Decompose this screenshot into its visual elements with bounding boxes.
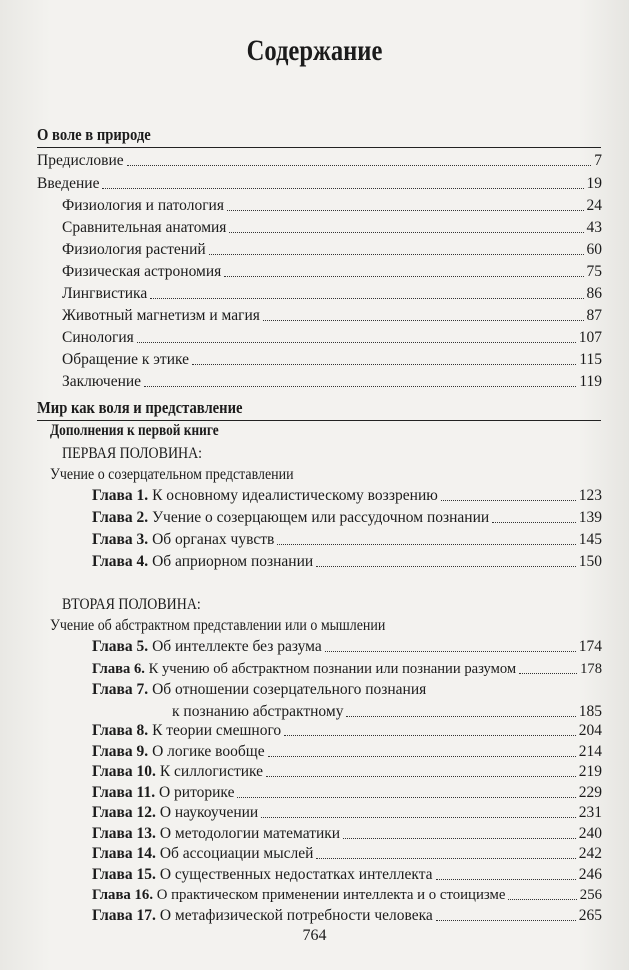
chapter-entry — [172, 703, 602, 721]
chapter-label — [92, 845, 313, 863]
toc-entry-page: 87 — [586, 307, 602, 324]
chapter-entry — [92, 553, 602, 571]
chapter-title: О практическом применении интеллекта и о стоицизме — [156, 887, 506, 903]
chapter-entry — [92, 804, 602, 822]
chapter-label — [92, 660, 516, 678]
leader-dots — [263, 319, 584, 321]
chapter-number: Глава 6. — [92, 661, 145, 677]
chapter-number: Глава 7. — [92, 681, 149, 698]
chapter-number: Глава 9. — [92, 742, 149, 760]
toc-entry — [37, 175, 602, 193]
chapter-title: О метафизической потребности человека — [159, 906, 433, 924]
leader-dots — [227, 209, 584, 211]
chapter-entry — [92, 866, 602, 884]
leader-dots — [316, 565, 576, 567]
toc-entry-page: 119 — [579, 373, 602, 390]
chapter-entry — [92, 743, 602, 761]
chapter-label — [92, 553, 313, 571]
page-title: Содержание — [246, 34, 383, 67]
leader-dots — [346, 715, 575, 717]
chapter-page: 145 — [578, 531, 602, 548]
chapter-number: Глава 2. — [92, 509, 149, 526]
leader-dots — [150, 297, 583, 299]
toc-entry-label: Животный магнетизм и магия — [62, 307, 260, 324]
leader-dots — [102, 187, 583, 189]
leader-dots — [192, 363, 576, 365]
chapter-page: 178 — [580, 661, 602, 677]
leader-dots — [343, 837, 576, 839]
chapter-label — [92, 638, 322, 656]
toc-entry-page: 7 — [594, 152, 602, 169]
chapter-page: 265 — [578, 906, 602, 924]
toc-entry — [37, 152, 602, 170]
part2-subheading: Дополнения к первой книге — [50, 422, 219, 439]
chapter-number: Глава 10. — [92, 763, 156, 780]
half1-topic: Учение о созерцательном представлении — [50, 466, 294, 483]
leader-dots — [284, 734, 576, 736]
toc-entry-label: Физиология и патология — [62, 197, 224, 214]
chapter-label — [92, 487, 438, 505]
chapter-label — [92, 866, 433, 884]
chapter-number: Глава 5. — [92, 638, 149, 655]
toc-entry-page: 75 — [586, 263, 602, 280]
chapter-title: Об органах чувств — [152, 531, 275, 548]
chapter-entry — [92, 845, 602, 863]
chapter-page: 242 — [578, 845, 602, 862]
chapter-page: 185 — [578, 703, 602, 720]
leader-dots — [508, 898, 576, 900]
toc-entry — [62, 263, 602, 281]
half1-label: ПЕРВАЯ ПОЛОВИНА: — [62, 445, 203, 462]
chapter-page: 150 — [578, 553, 602, 570]
toc-entry-label — [37, 197, 41, 215]
chapter-title: О риторике — [158, 783, 235, 801]
leader-dots — [436, 919, 576, 921]
toc-entry-page: 60 — [586, 241, 602, 258]
chapter-label — [92, 722, 281, 740]
leader-dots — [229, 231, 583, 233]
toc-entry — [62, 219, 602, 237]
leader-dots — [492, 521, 576, 523]
toc-entry — [62, 307, 602, 325]
chapter-title: О логике вообще — [152, 742, 265, 760]
leader-dots — [436, 878, 576, 880]
chapter-page: 174 — [578, 638, 602, 655]
toc-entry — [62, 197, 602, 215]
toc-entry-label: Физиология растений — [62, 241, 206, 258]
chapter-entry — [92, 907, 602, 925]
leader-dots — [266, 775, 576, 777]
half2-label: ВТОРАЯ ПОЛОВИНА: — [62, 596, 201, 613]
chapter-title: К учению об абстрактном познании или познании разумом — [148, 661, 517, 677]
toc-entry — [62, 351, 602, 369]
chapter-title: Об ассоциации мыслей — [159, 845, 314, 862]
chapter-label — [92, 743, 265, 761]
toc-entry — [62, 241, 602, 259]
chapter-page: 231 — [578, 804, 602, 821]
chapter-number: Глава 17. — [92, 906, 156, 924]
chapter-entry — [92, 763, 602, 781]
chapter-number: Глава 14. — [92, 845, 156, 862]
chapter-entry — [92, 825, 602, 843]
toc-entry — [62, 329, 602, 347]
chapter-page: 139 — [578, 509, 602, 526]
chapter-page: 204 — [578, 722, 602, 739]
chapter-entry — [92, 509, 602, 527]
chapter-number: Глава 13. — [92, 824, 156, 842]
part1-heading: О воле в природе — [37, 125, 151, 144]
toc-entry-label: Заключение — [62, 373, 142, 390]
leader-dots — [441, 499, 576, 501]
chapter-title: Учение о созерцающем или рассудочном познании — [152, 509, 490, 526]
chapter-number: Глава 1. — [92, 487, 149, 504]
toc-entry — [62, 373, 602, 391]
chapter-entry — [92, 487, 602, 505]
leader-dots — [277, 543, 575, 545]
leader-dots — [261, 816, 576, 818]
toc-entry-page: 43 — [586, 219, 602, 236]
leader-dots — [325, 650, 576, 652]
chapter-title: О наукоучении — [159, 804, 259, 821]
chapter-entry — [92, 660, 602, 678]
chapter-entry-first-line — [92, 681, 426, 699]
leader-dots — [237, 796, 575, 798]
leader-dots — [316, 857, 575, 859]
leader-dots — [209, 253, 584, 255]
toc-entry — [62, 285, 602, 303]
chapter-title: К силлогистике — [159, 763, 264, 780]
leader-dots — [144, 385, 576, 387]
leader-dots — [224, 275, 583, 277]
chapter-entry — [92, 722, 602, 740]
chapter-title-continued: к познанию абстрактному — [172, 703, 344, 720]
chapter-page: 240 — [578, 824, 602, 842]
chapter-label — [92, 784, 234, 802]
chapter-entry — [92, 531, 602, 549]
chapter-title: К основному идеалистическому воззрению — [152, 487, 438, 504]
chapter-number: Глава 15. — [92, 865, 156, 883]
page-number: 764 — [302, 927, 327, 944]
chapter-label — [92, 804, 258, 822]
toc-entry-page: 115 — [579, 351, 602, 368]
toc-entry-page: 107 — [578, 329, 602, 346]
chapter-entry — [92, 886, 602, 904]
chapter-page: 219 — [578, 763, 602, 780]
half2-topic: Учение об абстрактном представлении или о мышлении — [50, 617, 386, 634]
chapter-page: 229 — [578, 783, 602, 801]
chapter-page: 246 — [578, 865, 602, 883]
chapter-entry — [92, 784, 602, 802]
chapter-title: Об отношении созерцательного познания — [152, 681, 427, 698]
chapter-page: 256 — [579, 887, 602, 903]
leader-dots — [127, 164, 592, 166]
chapter-label — [92, 509, 489, 527]
leader-dots — [268, 755, 576, 757]
chapter-page: 123 — [578, 487, 602, 504]
part2-rule — [37, 420, 601, 421]
chapter-title: О существенных недостатках интеллекта — [159, 865, 433, 883]
toc-entry-label: Сравнительная анатомия — [62, 219, 227, 236]
chapter-number: Глава 12. — [92, 804, 156, 821]
toc-entry-label: Лингвистика — [62, 285, 148, 302]
chapter-number: Глава 16. — [92, 887, 154, 903]
toc-entry-label: Физическая астрономия — [62, 263, 222, 280]
toc-entry-label: Введение — [37, 175, 100, 192]
chapter-page: 214 — [578, 742, 602, 760]
chapter-number: Глава 8. — [92, 722, 149, 739]
chapter-title: О методологии математики — [159, 824, 341, 842]
toc-entry-label: Синология — [62, 329, 134, 346]
toc-entry-label: Обращение к этике — [62, 351, 190, 368]
part1-rule — [37, 147, 601, 148]
chapter-title: Об априорном познании — [152, 553, 314, 570]
chapter-label — [92, 825, 340, 843]
chapter-label — [92, 763, 263, 781]
toc-entry-page: 24 — [586, 197, 602, 214]
chapter-title: Об интеллекте без разума — [152, 638, 322, 655]
chapter-label — [92, 907, 433, 925]
leader-dots — [137, 341, 576, 343]
chapter-label — [92, 531, 274, 549]
toc-entry-label: Предисловие — [37, 152, 124, 169]
leader-dots — [519, 672, 577, 674]
part2-heading: Мир как воля и представление — [37, 398, 243, 417]
chapter-title: К теории смешного — [152, 722, 282, 739]
chapter-entry — [92, 638, 602, 656]
chapter-number: Глава 3. — [92, 531, 149, 548]
chapter-number: Глава 11. — [92, 783, 156, 801]
chapter-number: Глава 4. — [92, 553, 149, 570]
toc-entry-page: 86 — [586, 285, 602, 302]
toc-entry-page: 19 — [586, 175, 602, 192]
chapter-label — [92, 886, 505, 904]
